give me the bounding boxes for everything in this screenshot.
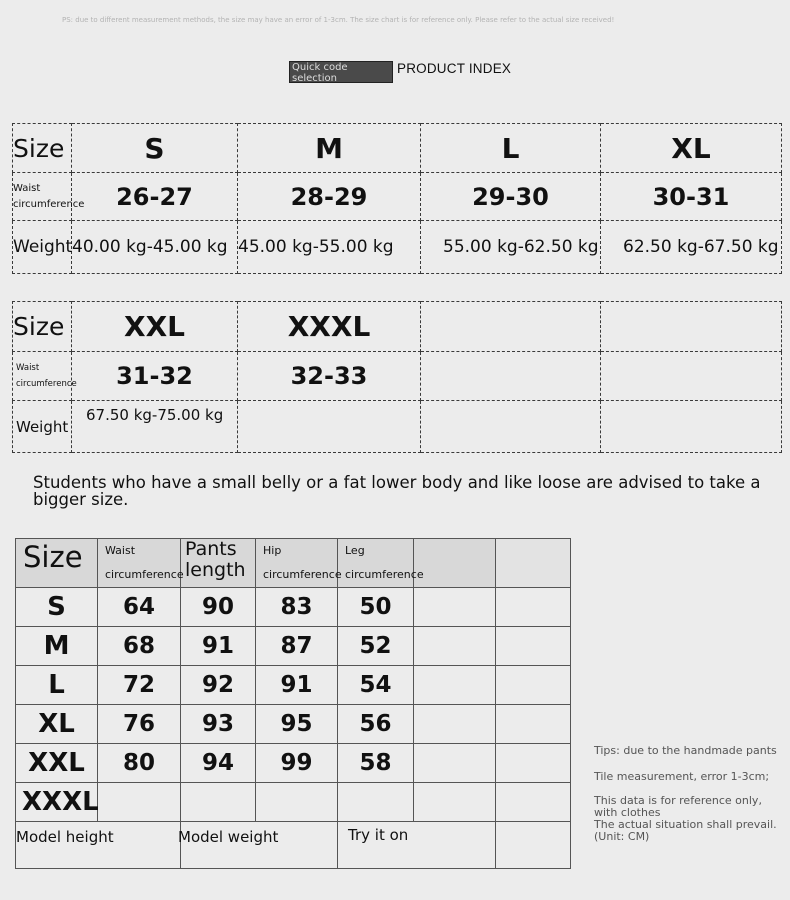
table-row (16, 783, 571, 822)
empty-cell (496, 588, 571, 627)
empty-cell (414, 627, 496, 666)
size-cell: XXXL (238, 302, 421, 352)
ps-note: PS: due to different measurement methods, the size may have an error of 1-3cm. The size chart is for reference only. Please refer to the actual size received! (62, 16, 615, 24)
row-waist: 64 (98, 588, 181, 627)
size-cell: S (72, 124, 238, 173)
row-pants: 90 (181, 588, 256, 627)
row-size: XL (16, 705, 98, 744)
tips-line-4: The actual situation shall prevail. (Unit: CM) (594, 818, 777, 843)
row-leg: 56 (338, 705, 414, 744)
empty-cell (421, 302, 601, 352)
waist-cell: 32-33 (238, 352, 421, 401)
empty-cell (601, 401, 782, 453)
weight-row (13, 401, 782, 453)
empty-cell (414, 666, 496, 705)
empty-cell (414, 783, 496, 822)
empty-cell (414, 588, 496, 627)
row-leg: 50 (338, 588, 414, 627)
row-pants: 91 (181, 627, 256, 666)
row-waist: 68 (98, 627, 181, 666)
waist-cell: 31-32 (72, 352, 238, 401)
row-hip (256, 783, 338, 822)
header-waist: Waist circumference (98, 539, 181, 588)
size-label: Size (13, 302, 72, 352)
size-table-1 (12, 123, 782, 274)
row-size: L (16, 666, 98, 705)
measurement-table (15, 538, 571, 869)
table-row (16, 666, 571, 705)
empty-cell (414, 744, 496, 783)
row-hip: 91 (256, 666, 338, 705)
waist-cell: 29-30 (421, 173, 601, 221)
header-size: Size (16, 539, 98, 588)
waist-row (13, 352, 782, 401)
row-pants: 92 (181, 666, 256, 705)
table-row (16, 744, 571, 783)
waist-label: Waist circumference (13, 173, 72, 221)
row-size: S (16, 588, 98, 627)
row-leg: 54 (338, 666, 414, 705)
waist-row (13, 173, 782, 221)
empty-cell (238, 401, 421, 453)
tips-line-2: Tile measurement, error 1-3cm; (594, 770, 770, 783)
size-label: Size (13, 124, 72, 173)
weight-label: Weight (13, 401, 72, 453)
row-hip: 87 (256, 627, 338, 666)
weight-row (13, 221, 782, 274)
row-pants (181, 783, 256, 822)
table-row (16, 588, 571, 627)
empty-cell (421, 352, 601, 401)
empty-cell (601, 352, 782, 401)
size-row (13, 124, 782, 173)
try-it-on-label: Try it on (338, 822, 496, 869)
empty-cell (496, 627, 571, 666)
row-leg: 58 (338, 744, 414, 783)
header-empty (414, 539, 496, 588)
weight-cell: 40.00 kg-45.00 kg (72, 221, 238, 274)
empty-cell (496, 822, 571, 869)
row-pants: 93 (181, 705, 256, 744)
row-size: M (16, 627, 98, 666)
row-hip: 95 (256, 705, 338, 744)
row-hip: 99 (256, 744, 338, 783)
row-leg: 52 (338, 627, 414, 666)
empty-cell (496, 705, 571, 744)
model-row (16, 822, 571, 869)
size-table-2 (12, 301, 782, 453)
empty-cell (496, 666, 571, 705)
empty-cell (601, 302, 782, 352)
empty-cell (414, 705, 496, 744)
empty-cell (496, 783, 571, 822)
waist-cell: 28-29 (238, 173, 421, 221)
empty-cell (421, 401, 601, 453)
size-cell: L (421, 124, 601, 173)
header-pants-length: Pants length (181, 539, 256, 588)
waist-cell: 30-31 (601, 173, 782, 221)
tips-line-3: This data is for reference only, with clothes (594, 794, 762, 819)
size-cell: M (238, 124, 421, 173)
quick-code-selection-button[interactable]: Quick code selection (289, 61, 393, 83)
row-waist (98, 783, 181, 822)
weight-cell: 67.50 kg-75.00 kg (72, 401, 238, 453)
row-hip: 83 (256, 588, 338, 627)
size-row (13, 302, 782, 352)
size-cell: XL (601, 124, 782, 173)
header-leg: Leg circumference (338, 539, 414, 588)
waist-label: Waist circumference (13, 352, 72, 401)
model-weight-label: Model weight (178, 822, 335, 869)
row-size: XXL (16, 744, 98, 783)
waist-cell: 26-27 (72, 173, 238, 221)
row-size: XXXL (16, 783, 98, 822)
tips-line-1: Tips: due to the handmade pants (594, 744, 777, 757)
model-height-label: Model height (16, 822, 181, 869)
row-waist: 76 (98, 705, 181, 744)
row-waist: 72 (98, 666, 181, 705)
row-pants: 94 (181, 744, 256, 783)
empty-cell (496, 744, 571, 783)
row-waist: 80 (98, 744, 181, 783)
sizing-advice: Students who have a small belly or a fat lower body and like loose are advised to take a bigger size. (33, 473, 761, 509)
weight-label: Weight (13, 221, 72, 274)
header-hip: Hip circumference (256, 539, 338, 588)
weight-cell: 45.00 kg-55.00 kg (238, 221, 421, 274)
product-index-title: PRODUCT INDEX (397, 61, 512, 76)
table-row (16, 705, 571, 744)
weight-cell: 62.50 kg-67.50 kg (601, 221, 782, 274)
weight-cell: 55.00 kg-62.50 kg (421, 221, 601, 274)
header-empty (496, 539, 571, 588)
size-cell: XXL (72, 302, 238, 352)
row-leg (338, 783, 414, 822)
header-row (16, 539, 571, 588)
table-row (16, 627, 571, 666)
